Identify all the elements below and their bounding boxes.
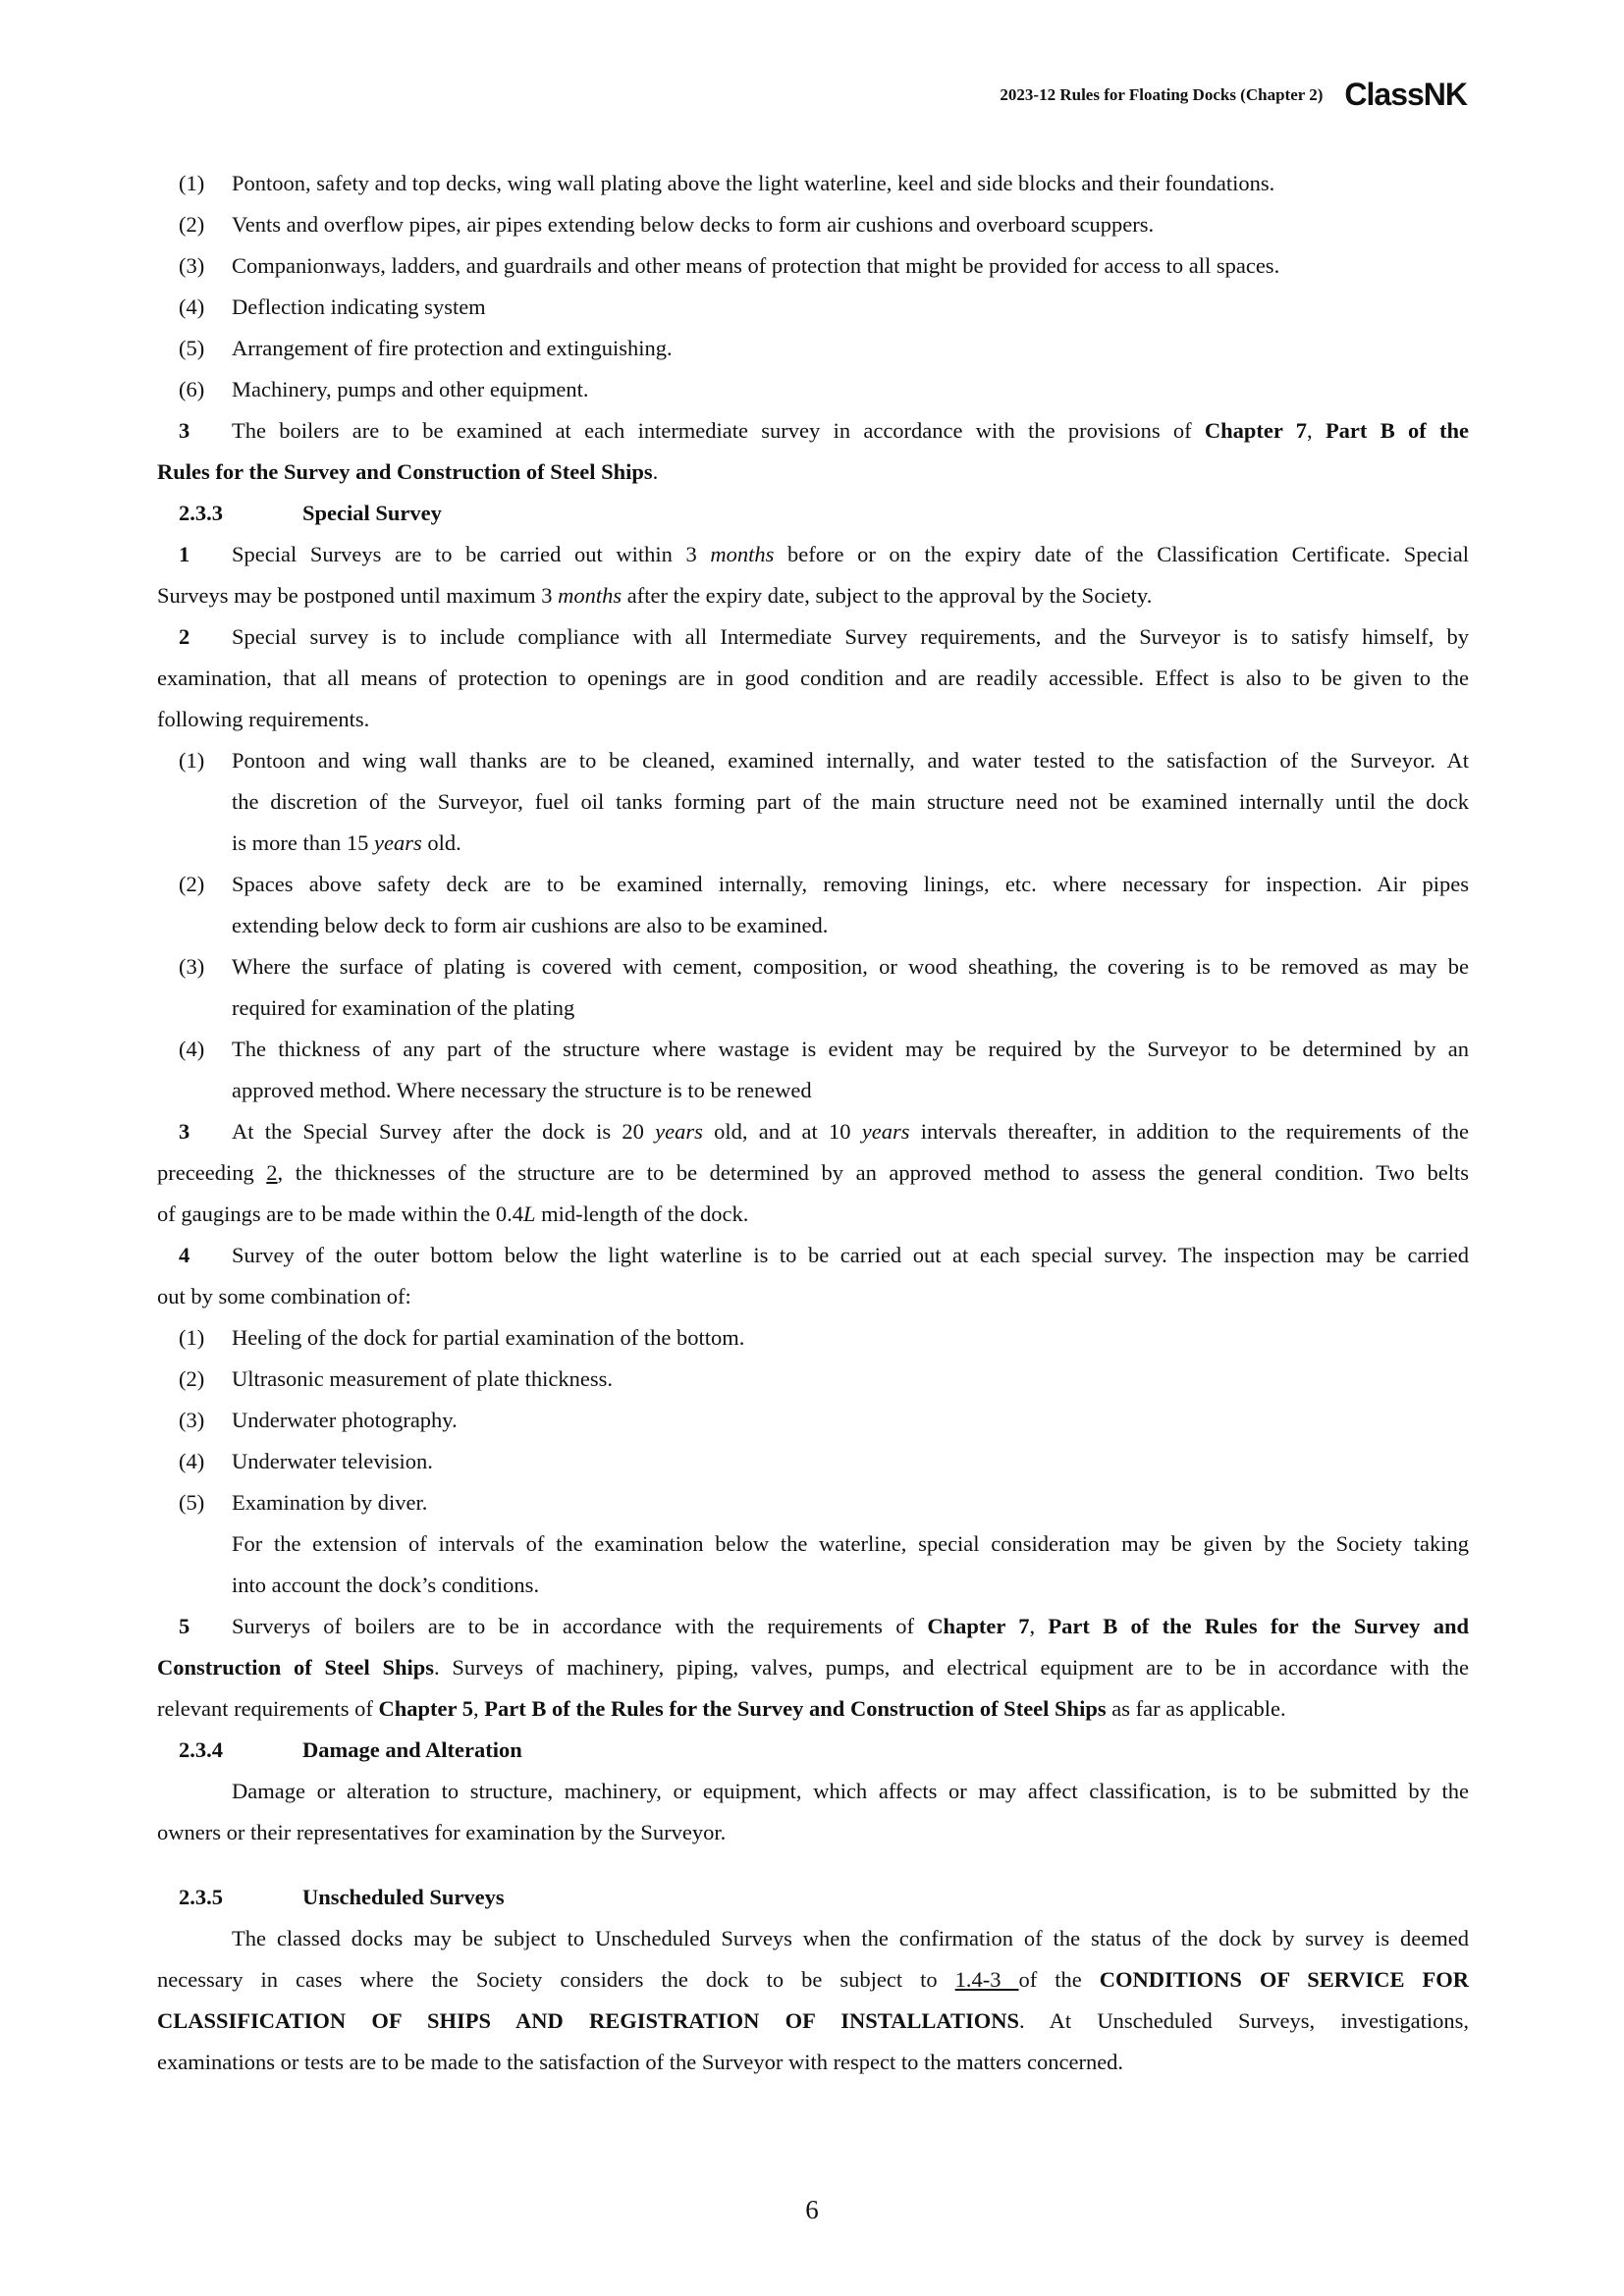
- list-item: (4) Underwater television.: [179, 1449, 433, 1473]
- page-number: 6: [805, 2195, 819, 2224]
- section-heading-2-3-5: 2.3.5 Unscheduled Surveys: [179, 1885, 505, 1909]
- reference-link[interactable]: 2: [266, 1160, 278, 1185]
- list-item: (2) Ultrasonic measurement of plate thickness.: [179, 1366, 614, 1391]
- extension-note: For the extension of intervals of the examination below the waterline, special consideration may be given by the Society taking into account the dock’s conditions.: [232, 1531, 1469, 1597]
- classnk-logo: ClassNK: [1344, 77, 1467, 112]
- list-item: (3) Underwater photography.: [179, 1408, 458, 1432]
- paragraph-3-boilers: 3 The boilers are to be examined at each intermediate survey in accordance with the provisions of Chapter 7, Part B of the Rules for the Survey and Construction of Steel Ships.: [157, 418, 1469, 484]
- list-item: (5) Examination by diver.: [179, 1490, 428, 1515]
- list-item: (2) Spaces above safety deck are to be examined internally, removing linings, etc. where necessary for inspection. Air pipes extending below deck to form air cushions are also to be examined.: [179, 872, 1469, 937]
- document-body: [157, 163, 1469, 2083]
- special-survey-para-4: 4 Survey of the outer bottom below the light waterline is to be carried out at each special survey. The inspection may be carried out by some combination of:: [157, 1243, 1469, 1308]
- section-heading-2-3-4: 2.3.4 Damage and Alteration: [179, 1737, 522, 1762]
- page-header: [1000, 77, 1467, 113]
- reference-link[interactable]: 1.4-3: [954, 1967, 1019, 1992]
- special-survey-para-2: 2 Special survey is to include compliance with all Intermediate Survey requirements, and the Surveyor is to satisfy himself, by examination, that all means of protection to openings are in good condition and are readily accessible. Effect is also to be given to the following requirements.: [157, 624, 1469, 731]
- unscheduled-surveys-para: The classed docks may be subject to Unscheduled Surveys when the confirmation of the status of the dock by survey is deemed necessary in cases where the Society considers the dock to be subject to 1.4-3 of the CONDITIONS OF SERVICE FOR CLASSIFICATION OF SHIPS AND REGISTRATION OF INSTALLATIONS. At Unscheduled Surveys, investigations, examinations or tests are to be made to the satisfaction of the Surveyor with respect to the matters concerned.: [157, 1926, 1469, 2074]
- section-spacer: [157, 1853, 1469, 1877]
- list-item: (3) Companionways, ladders, and guardrails and other means of protection that might be provided for access to all spaces.: [179, 253, 1280, 278]
- damage-alteration-para: Damage or alteration to structure, machinery, or equipment, which affects or may affect classification, is to be submitted by the owners or their representatives for examination by the Surveyor.: [157, 1779, 1469, 1844]
- special-survey-para-5: 5 Surverys of boilers are to be in accordance with the requirements of Chapter 7, Part B of the Rules for the Survey and Construction of Steel Ships. Surveys of machinery, piping, valves, pumps, and electrical equipment are to be in accordance with the relevant requirements of Chapter 5, Part B of the Rules for the Survey and Construction of Steel Ships as far as applicable.: [157, 1614, 1470, 1721]
- section-heading-2-3-3: 2.3.3 Special Survey: [179, 501, 442, 525]
- list-item: (2) Vents and overflow pipes, air pipes extending below decks to form air cushions and overboard scuppers.: [179, 212, 1155, 237]
- list-item: (4) The thickness of any part of the structure where wastage is evident may be required by the Surveyor to be determined by an approved method. Where necessary the structure is to be renewed: [179, 1037, 1469, 1102]
- list-item: (5) Arrangement of fire protection and extinguishing.: [179, 336, 673, 360]
- list-item: (3) Where the surface of plating is covered with cement, composition, or wood sheathing, the covering is to be removed as may be required for examination of the plating: [179, 954, 1469, 1020]
- list-item: (1) Pontoon, safety and top decks, wing wall plating above the light waterline, keel and side blocks and their foundations.: [179, 171, 1275, 195]
- list-item: (6) Machinery, pumps and other equipment.: [179, 377, 589, 401]
- special-survey-para-1: 1 Special Surveys are to be carried out within 3 months before or on the expiry date of the Classification Certificate. Special Surveys may be postponed until maximum 3 months after the expiry date, subject to the approval by the Society.: [157, 542, 1469, 608]
- header-title: 2023-12 Rules for Floating Docks (Chapter 2): [1000, 84, 1324, 104]
- list-item: (1) Heeling of the dock for partial examination of the bottom.: [179, 1325, 745, 1350]
- special-survey-para-3: 3 At the Special Survey after the dock is 20 years old, and at 10 years intervals thereafter, in addition to the requirements of the preceeding 2, the thicknesses of the structure are to be determined by an approved method to assess the general condition. Two belts of gaugings are to be made within the 0.4L mid-length of the dock.: [157, 1119, 1469, 1226]
- list-item: (1) Pontoon and wing wall thanks are to be cleaned, examined internally, and water tested to the satisfaction of the Surveyor. At the discretion of the Surveyor, fuel oil tanks forming part of the main structure need not be examined internally until the dock is more than 15 years old.: [179, 748, 1469, 855]
- list-item: (4) Deflection indicating system: [179, 294, 486, 319]
